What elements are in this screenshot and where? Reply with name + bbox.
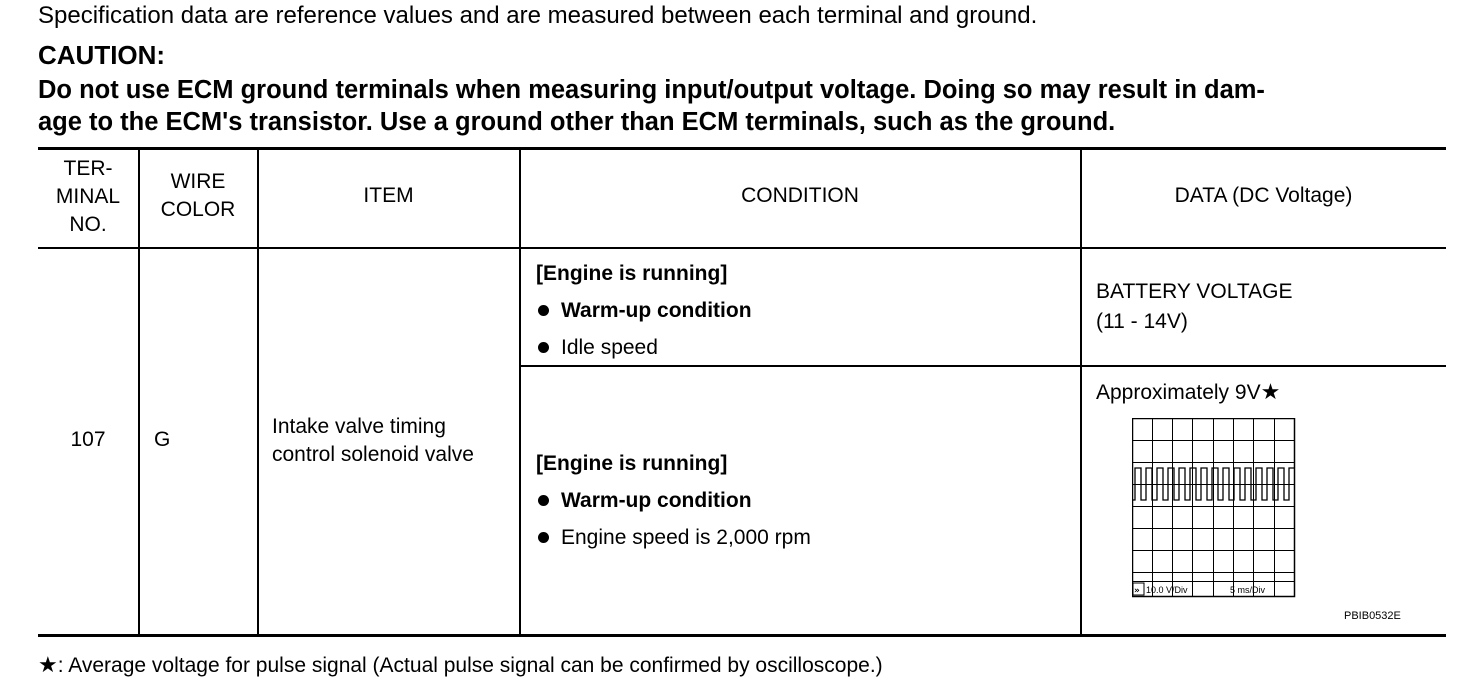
table-bottom-rule [38, 634, 1446, 637]
condition-2-title: [Engine is running] [536, 452, 728, 475]
caution-line-1: Do not use ECM ground terminals when measuring input/output voltage. Doing so may result in dam- [38, 76, 1265, 104]
data-2: Approximately 9V★ [1096, 379, 1281, 404]
star-icon: ★ [1260, 379, 1281, 404]
terminal-spec-table [38, 147, 1446, 637]
condition-1-bullet-1: Warm-up condition [536, 292, 752, 329]
col-divider-2 [257, 147, 259, 637]
header-item: ITEM [363, 184, 414, 207]
condition-1-title: [Engine is running] [536, 262, 728, 285]
condition-1-bullet-2: Idle speed [536, 329, 752, 366]
condition-2-bullet-2: Engine speed is 2,000 rpm [536, 519, 811, 556]
item-name: Intake valve timing control solenoid valve [272, 415, 474, 466]
bullet-icon [538, 495, 549, 506]
bullet-icon [538, 532, 549, 543]
figure-code: PBIB0532E [1344, 610, 1401, 622]
header-wire-color: WIRE COLOR [160, 170, 236, 221]
scope-volt-div: 10.0 V/Div [1146, 585, 1188, 595]
scope-marker-icon: » [1134, 586, 1140, 596]
col-divider-3 [519, 147, 521, 637]
header-bottom-rule [38, 247, 1446, 249]
col-divider-4 [1080, 147, 1082, 637]
star-icon: ★ [38, 652, 58, 677]
terminal-number: 107 [70, 428, 106, 451]
oscilloscope-waveform [1132, 418, 1298, 598]
condition-2-bullet-1: Warm-up condition [536, 482, 811, 519]
condition-1 [536, 255, 752, 366]
bullet-icon [538, 305, 549, 316]
scope-grid [1132, 418, 1295, 597]
wire-color: G [154, 428, 171, 451]
header-data: DATA (DC Voltage) [1174, 184, 1353, 207]
condition-2 [536, 445, 811, 556]
caution-body [38, 74, 1448, 138]
footnote: ★: Average voltage for pulse signal (Actual pulse signal can be confirmed by oscilloscope.) [38, 652, 883, 677]
data-1: BATTERY VOLTAGE (11 - 14V) [1096, 280, 1293, 333]
scope-time-div: 5 ms/Div [1230, 585, 1266, 595]
header-terminal-no: TER- MINAL NO. [55, 157, 121, 236]
caution-title: CAUTION: [38, 40, 166, 70]
caution-line-2: age to the ECM's transistor. Use a ground other than ECM terminals, such as the ground. [38, 108, 1116, 136]
bullet-icon [538, 342, 549, 353]
intro-text: Specification data are reference values and are measured between each terminal and ground. [38, 2, 1038, 29]
header-condition: CONDITION [741, 184, 859, 207]
table-top-rule [38, 147, 1446, 150]
